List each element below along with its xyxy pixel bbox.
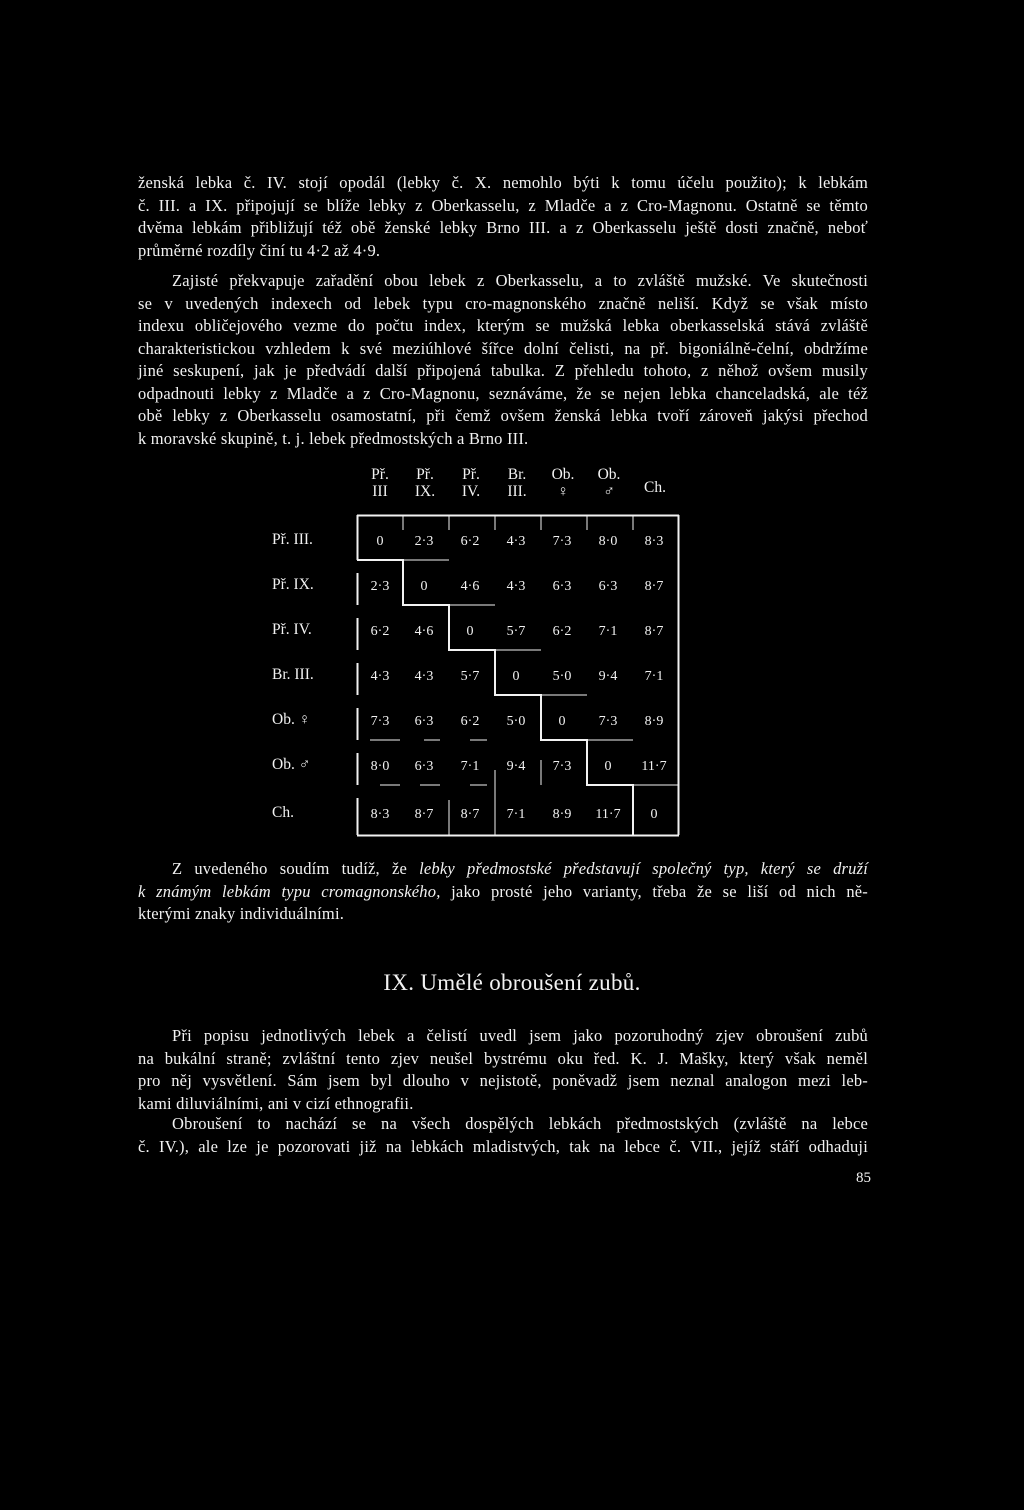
table-cell: 6·3 — [598, 579, 618, 594]
column-header — [589, 466, 629, 500]
table-cell: 7·1 — [460, 759, 480, 774]
table-cell: 5·0 — [552, 669, 572, 684]
column-header-bottom: ♀ — [557, 483, 569, 500]
table-cell: 11·7 — [595, 807, 621, 822]
text-line: na bukální straně; zvláštní tento zjev neušel bystrému oku řed. K. J. Mašky, který však neměl — [138, 1048, 868, 1068]
text-line: průměrné rozdíly činí tu 4·2 až 4·9. — [138, 240, 381, 260]
table-cell: 9·4 — [598, 669, 618, 684]
text-line: obě lebky z Oberkasselu osamostatní, při čemž ovšem ženská lebka tvoří zároveň jakýsi přechod — [138, 406, 868, 425]
table-cell: 7·3 — [552, 534, 572, 549]
page-number: 85 — [856, 1170, 871, 1186]
text-line: ženská lebka č. IV. stojí opodál (lebky č. X. nemohlo býti k tomu účelu použito); k lebkám — [138, 173, 868, 192]
column-header-top: Př. — [462, 466, 480, 483]
column-header — [497, 466, 537, 500]
table-cell: 8·0 — [370, 759, 390, 774]
table-cell: 6·3 — [552, 579, 572, 594]
column-header-top: Ch. — [644, 479, 666, 496]
table-cell: 2·3 — [370, 579, 390, 594]
table-cell: 4·3 — [506, 534, 526, 549]
table-cell: 2·3 — [414, 534, 434, 549]
table-cell: 0 — [650, 807, 658, 822]
conclusion-emphasis: k známým lebkám typu cromagnonského, — [138, 881, 441, 901]
table-separator — [370, 740, 487, 785]
table-cell: 0 — [558, 714, 566, 729]
column-header — [451, 466, 491, 500]
text-line: č. III. a IX. připojují se blíže lebky z Oberkasselu, z Mladče a z Cro-Magnonu. Ostatně se těmto — [138, 195, 868, 215]
table-cell: 6·3 — [414, 759, 434, 774]
text-line: se v uvedených indexech od lebek typu cro-magnonského značně neliší. Když se však místo — [138, 293, 868, 313]
paragraph-5 — [138, 1113, 868, 1158]
table-cell: 5·7 — [506, 624, 526, 639]
table-cell: 8·9 — [552, 807, 572, 822]
column-header-bottom: IX. — [414, 483, 436, 500]
row-header: Ob. ♀ — [272, 711, 311, 728]
table-cell: 8·3 — [370, 807, 390, 822]
table-cell: 8·7 — [644, 579, 664, 594]
conclusion-text: jako prosté jeho varianty, třeba že se liší od nich ně- — [440, 881, 868, 901]
text-line: Zajisté překvapuje zařadění obou lebek z Oberkasselu, a to zvláště mužské. Ve skutečnosti — [172, 271, 868, 290]
table-separator — [403, 560, 679, 785]
paragraph-1 — [138, 172, 868, 262]
text-line: Obroušení to nachází se na všech dospělých lebkách předmostských (zvláště na lebce — [172, 1114, 868, 1133]
row-header: Ch. — [272, 804, 294, 821]
table-cell: 0 — [420, 579, 428, 594]
conclusion-emphasis: lebky předmostské představují společný typ, který se druží — [419, 859, 868, 878]
table-cell: 8·0 — [598, 534, 618, 549]
table-cell: 7·1 — [644, 669, 664, 684]
column-header — [543, 466, 583, 500]
table-cell: 6·3 — [414, 714, 434, 729]
table-cell: 6·2 — [460, 534, 480, 549]
row-header: Br. III. — [272, 666, 314, 683]
table-cell: 11·7 — [641, 759, 667, 774]
paragraph-2 — [138, 270, 868, 450]
table-cell: 7·1 — [598, 624, 618, 639]
table-cell: 7·3 — [552, 759, 572, 774]
column-header-bottom: ♂ — [603, 483, 615, 500]
table-cell: 6·2 — [370, 624, 390, 639]
table-cell: 0 — [512, 669, 520, 684]
row-header: Př. IX. — [272, 576, 314, 593]
text-line — [138, 881, 868, 904]
table-cell: 8·7 — [460, 807, 480, 822]
column-header-bottom: III — [372, 483, 388, 500]
table-cell: 0 — [604, 759, 612, 774]
table-cell: 0 — [466, 624, 474, 639]
section-heading: IX. Umělé obroušení zubů. — [383, 970, 641, 995]
column-header-top: Př. — [416, 466, 434, 483]
column-header — [635, 479, 675, 496]
table-cell: 8·7 — [414, 807, 434, 822]
column-header-bottom: IV. — [461, 483, 481, 500]
text-line: kterými znaky individuálními. — [138, 904, 345, 923]
table-cell: 4·6 — [414, 624, 434, 639]
table-separator — [403, 515, 633, 530]
row-header: Ob. ♂ — [272, 756, 311, 773]
table-cell: 4·3 — [370, 669, 390, 684]
table-cell: 5·7 — [460, 669, 480, 684]
column-header-top: Př. — [371, 466, 389, 483]
text-line: č. IV.), ale lze je pozorovati již na lebkách mladistvých, tak na lebce č. VII., jejíž stáří odhaduji — [138, 1136, 868, 1156]
table-cell: 8·3 — [644, 534, 664, 549]
row-header: Př. III. — [272, 531, 313, 548]
text-line — [138, 858, 868, 881]
table-separator — [449, 610, 541, 835]
table-cell: 4·3 — [414, 669, 434, 684]
text-line: charakteristickou vzhledem k své meziúhlové šířce dolní čelisti, na př. bigoniálně-čelní, obdržíme — [138, 338, 868, 358]
table-cell: 9·4 — [506, 759, 526, 774]
table-cell: 0 — [376, 534, 384, 549]
text-line: jiné seskupení, jak je předvádí další připojená tabulka. Z přehledu tohoto, z něhož ovšem musily — [138, 361, 868, 380]
text-line: k moravské skupině, t. j. lebek předmostských a Brno III. — [138, 428, 529, 448]
table-cell: 4·6 — [460, 579, 480, 594]
column-header-bottom: III. — [507, 483, 527, 500]
text-line: indexu obličejového vezme do počtu index, kterým se mužská lebka oberkasselská stává zvláště — [138, 316, 868, 335]
text-line: kami diluviálními, ani v cizí ethnografii. — [138, 1093, 414, 1113]
paragraph-3 — [138, 858, 868, 926]
text-line: Při popisu jednotlivých lebek a čelistí uvedl jsem jako pozoruhodný zjev obroušení zubů — [172, 1026, 868, 1045]
column-header-top: Ob. — [597, 466, 621, 483]
column-header-top: Br. — [507, 466, 527, 483]
table-cell: 8·9 — [644, 714, 664, 729]
column-header-top: Ob. — [551, 466, 575, 483]
table-cell: 7·3 — [598, 714, 618, 729]
column-header — [405, 466, 445, 500]
column-header — [360, 466, 400, 500]
paragraph-4 — [138, 1025, 868, 1115]
table-diagonal-staircase — [357, 560, 633, 835]
conclusion-text: Z uvedeného soudím tudíž, že — [172, 859, 420, 878]
table-cell: 7·1 — [506, 807, 526, 822]
table-cell: 5·0 — [506, 714, 526, 729]
table-cell: 7·3 — [370, 714, 390, 729]
table-cell: 4·3 — [506, 579, 526, 594]
table-cell: 6·2 — [460, 714, 480, 729]
table-cell: 6·2 — [552, 624, 572, 639]
text-line: odpadnouti lebky z Mladče a z Cro-Magnonu, seznáváme, že se nejen lebka chanceladská, ale též — [138, 383, 868, 403]
row-header: Př. IV. — [272, 621, 312, 638]
table-cell: 8·7 — [644, 624, 664, 639]
text-line: dvěma lebkám přibližují též obě ženské lebky Brno III. a z Oberkasselu ještě dosti značně, neboť — [138, 218, 868, 237]
text-line: pro něj vysvětlení. Sám jsem byl dlouho v nejistotě, poněvadž jsem neznal analogon mezi leb- — [138, 1071, 868, 1090]
